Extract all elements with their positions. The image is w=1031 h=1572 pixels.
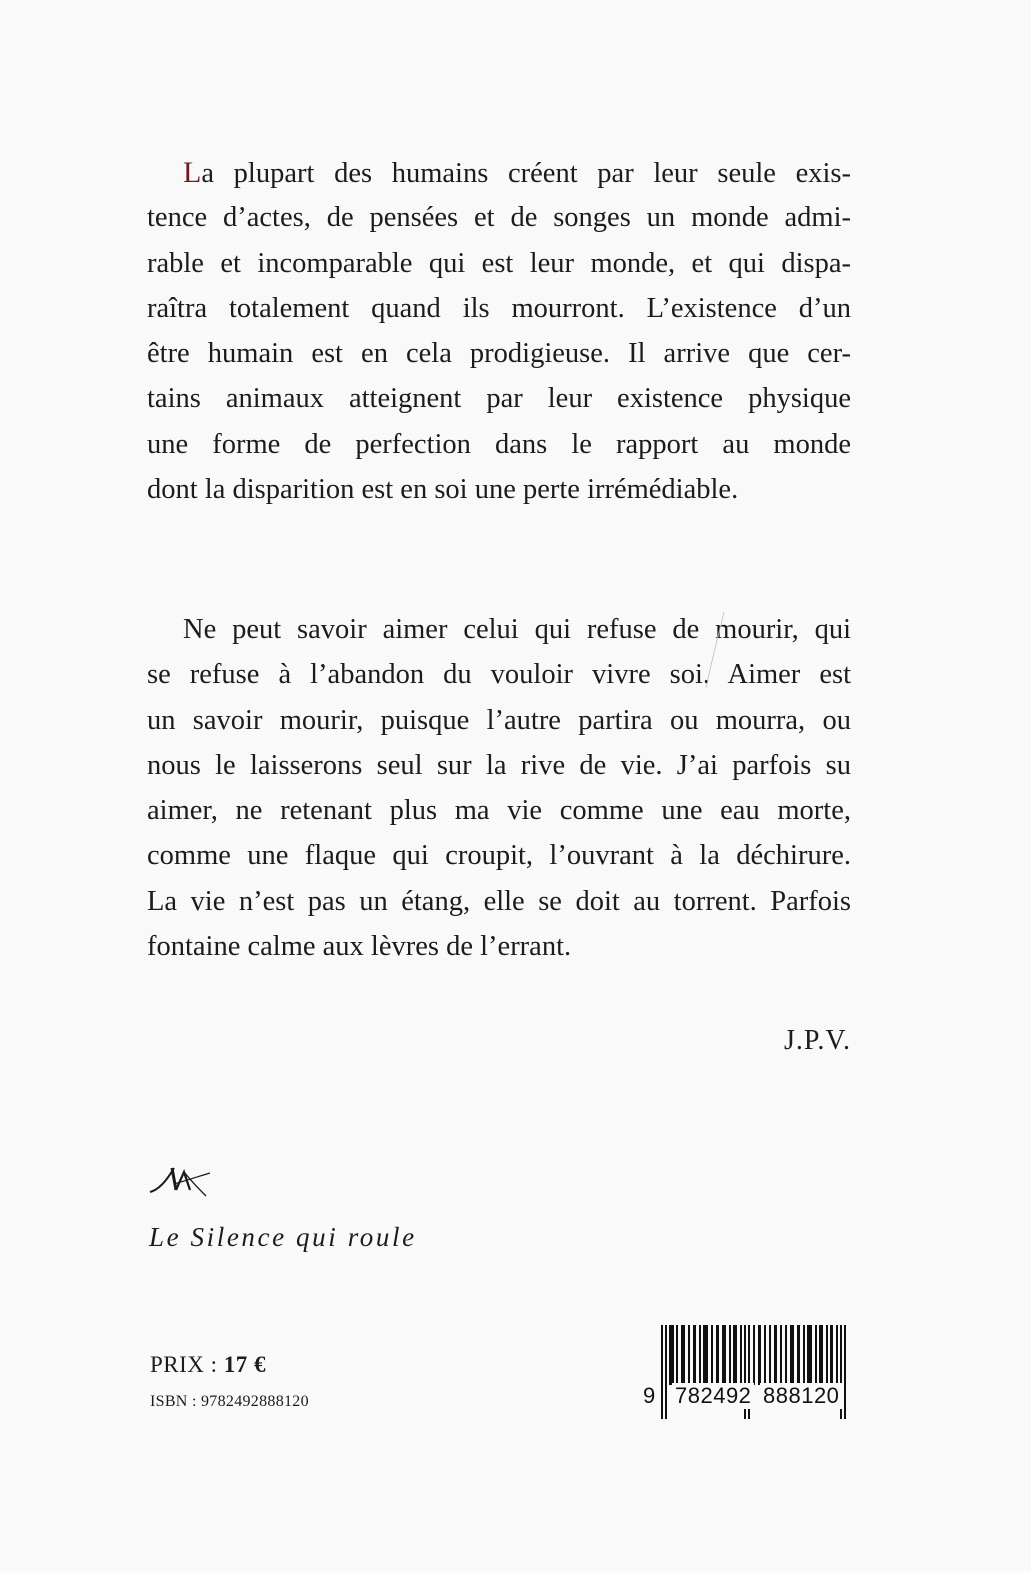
price — [150, 1352, 266, 1378]
text-line: La vie n’est pas un étang, elle se doit au torrent. Parfois — [147, 885, 851, 917]
text-line: tains animaux atteignent par leur existence physique — [147, 383, 851, 415]
text-line: rable et incomparable qui est leur monde, et qui dispa- — [147, 247, 851, 279]
text-line: être humain est en cela prodigieuse. Il arrive que cer- — [147, 338, 851, 370]
paper-scratch-mark — [702, 610, 732, 690]
paragraph-1 — [147, 150, 851, 512]
text-line: dont la disparition est en soi une perte irrémédiable. — [147, 474, 739, 506]
text-line: nous le laisserons seul sur la rive de vie. J’ai parfois su — [147, 749, 851, 781]
publisher-monogram-logo — [148, 1160, 228, 1210]
barcode-digits-right: 888120 — [760, 1383, 842, 1409]
text-line: fontaine calme aux lèvres de l’errant. — [147, 931, 572, 963]
text-line: une forme de perfection dans le rapport au monde — [147, 428, 851, 460]
author-signature: J.P.V. — [784, 1025, 851, 1056]
text-line: tence d’actes, de pensées et de songes un monde admi- — [147, 202, 851, 234]
text-line: Ne peut savoir aimer celui qui refuse de mourir, qui — [183, 614, 851, 645]
barcode-digits-left: 782492 — [672, 1383, 754, 1409]
text-line: aimer, ne retenant plus ma vie comme une eau morte, — [147, 795, 851, 827]
price-amount: 17 € — [223, 1352, 267, 1377]
text-line: se refuse à l’abandon du vouloir vivre soi. Aimer est — [147, 659, 851, 691]
text-line: comme une flaque qui croupit, l’ouvrant à la déchirure. — [147, 840, 851, 872]
paragraph-2 — [147, 607, 851, 969]
text-line: raîtra totalement quand ils mourront. L’existence d’un — [147, 292, 851, 324]
text-line: un savoir mourir, puisque l’autre partira ou mourra, ou — [147, 704, 851, 736]
text-line: La plupart des humains créent par leur seule exis- — [183, 156, 851, 189]
barcode-digit-prefix: 9 — [643, 1383, 656, 1408]
publisher-name: Le Silence qui roule — [149, 1222, 417, 1252]
price-label: PRIX : — [150, 1352, 224, 1377]
drop-cap: L — [183, 156, 202, 189]
isbn-number: ISBN : 9782492888120 — [150, 1393, 309, 1410]
